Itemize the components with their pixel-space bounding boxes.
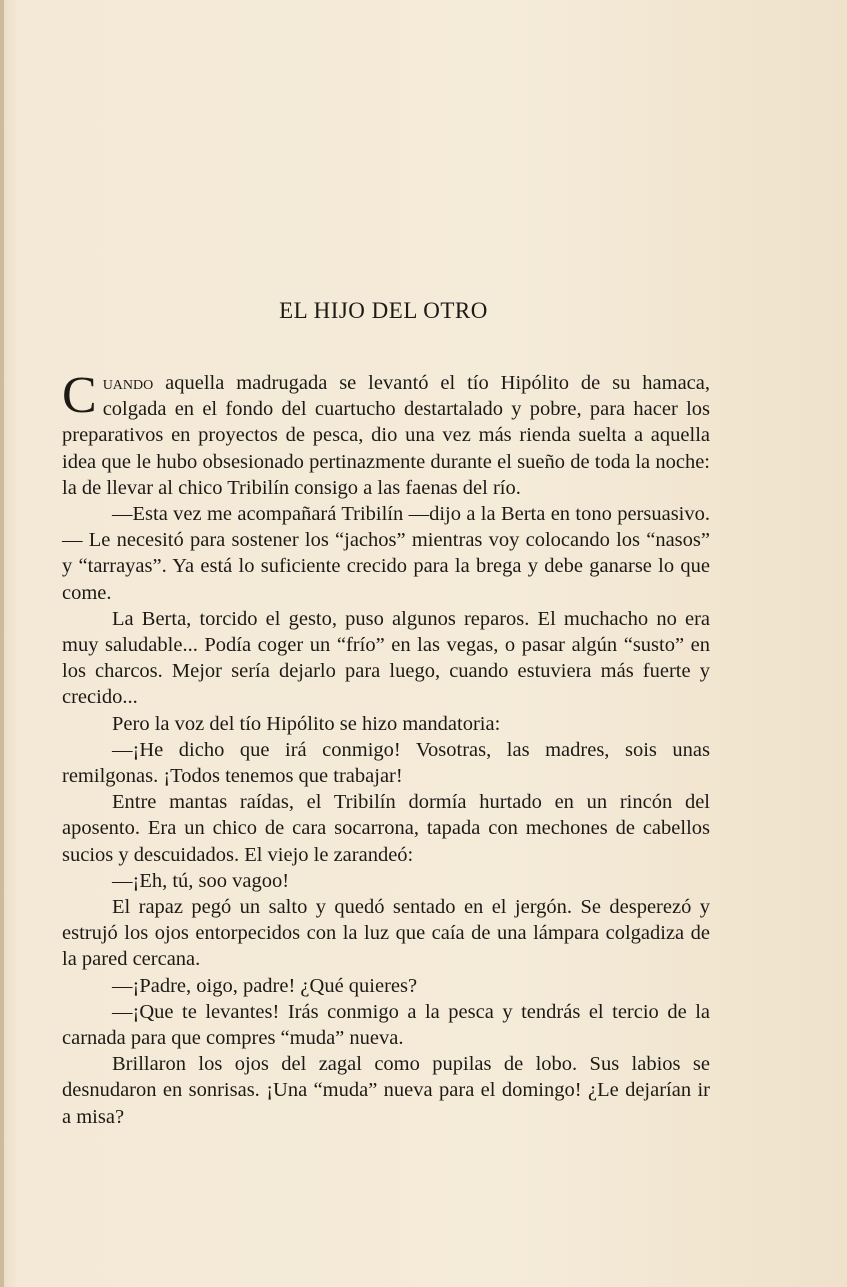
paragraph-2: —Esta vez me acompañará Tribilín —dijo a la Berta en tono persuasivo.— Le necesitó para sostener los “jachos” mientras voy colocando los “nasos” y “tarrayas”. Ya está lo suficiente crecido para la brega y debe ganarse lo que come. (62, 503, 710, 604)
paragraph-11: Brillaron los ojos del zagal como pupilas de lobo. Sus labios se desnudaron en sonrisas. ¡Una “muda” nueva para el domingo! ¿Le dejarían ir a misa? (62, 1053, 710, 1128)
paragraph-3: La Berta, torcido el gesto, puso algunos reparos. El muchacho no era muy saludable... Podía coger un “frío” en las vegas, o pasar algún “susto” en los charcos. Mejor sería dejarlo para luego, cuando estuviera más fuerte y crecido... (62, 607, 710, 709)
chapter-body (62, 367, 710, 1130)
page-edge-shadow (0, 0, 4, 1287)
paragraph-4: Pero la voz del tío Hipólito se hizo mandatoria: (112, 712, 501, 735)
paragraph-5: —¡He dicho que irá conmigo! Vosotras, las madres, sois unas remilgonas. ¡Todos tenemos que trabajar! (62, 738, 710, 788)
paragraph-9: —¡Padre, oigo, padre! ¿Qué quieres? (112, 974, 418, 997)
chapter-title: EL HIJO DEL OTRO (279, 298, 488, 323)
first-word-small-caps: uando (102, 372, 154, 394)
paragraph-6: Entre mantas raídas, el Tribilín dormía hurtado en un rincón del aposento. Era un chico de cara socarrona, tapada con mechones de cabellos sucios y descuidados. El viejo le zarandeó: (62, 791, 710, 866)
paragraph-1 (62, 367, 710, 501)
paragraph-1-text: aquella madrugada se levantó el tío Hipólito de su hamaca, colgada en el fondo del cuartucho destartalado y pobre, para hacer los preparativos en proyectos de pesca, dio una vez más rienda suelta a aquella idea que le hubo obsesionado pertinazmente durante el sueño de toda la noche: la de llevar al chico Tribilín consigo a las faenas del río. (62, 372, 710, 499)
paragraph-8: El rapaz pegó un salto y quedó sentado en el jergón. Se desperezó y estrujó los ojos entorpecidos con la luz que caía de una lámpara colgadiza de la pared cercana. (62, 896, 710, 971)
paragraph-10: —¡Que te levantes! Irás conmigo a la pesca y tendrás el tercio de la carnada para que compres “muda” nueva. (62, 1000, 710, 1050)
drop-cap: C (62, 367, 97, 424)
paragraph-7: —¡Eh, tú, soo vagoo! (112, 869, 290, 892)
